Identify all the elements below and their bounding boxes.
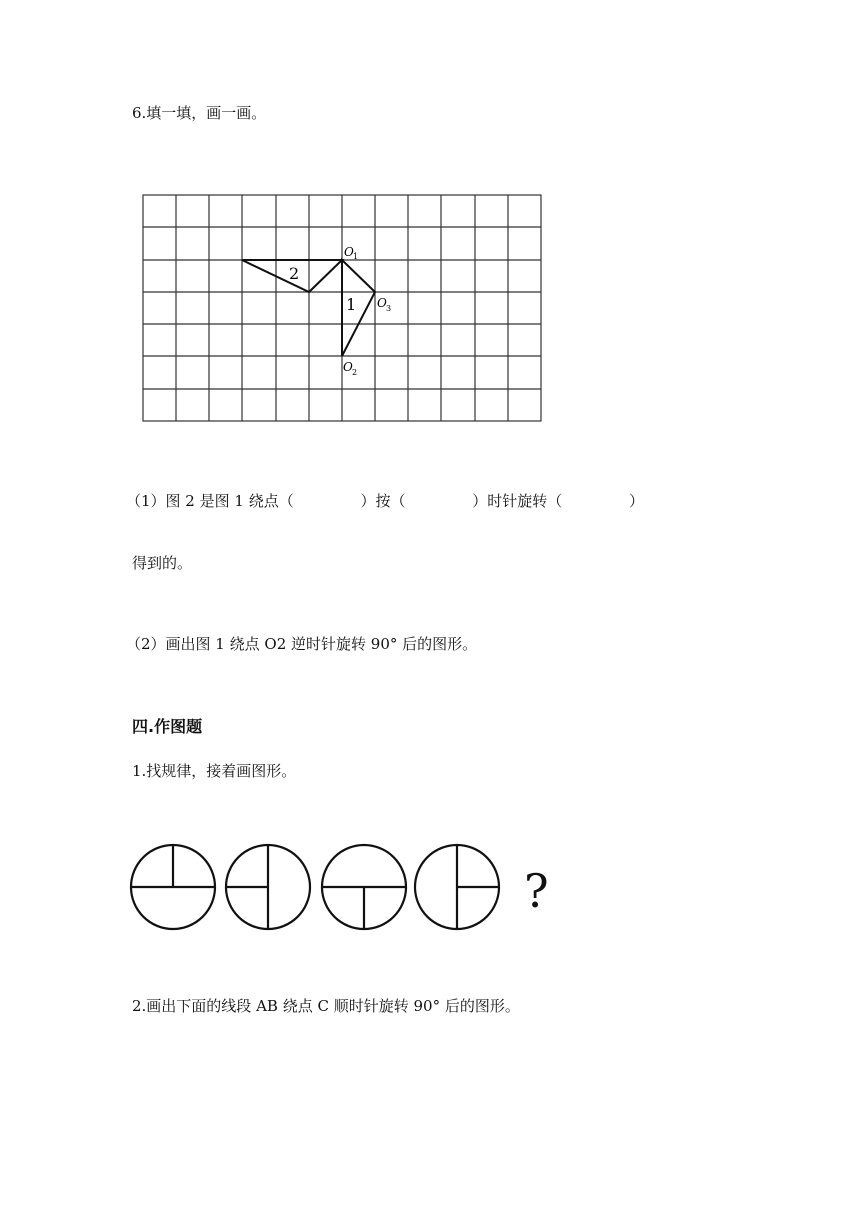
question-6-part-1-line-2: 得到的。 <box>132 554 193 572</box>
pattern-question-mark: ? <box>524 864 549 918</box>
question-6-part-1-line-1: （1）图 2 是图 1 绕点（ ）按（ ）时针旋转（ ） <box>126 492 644 510</box>
section-4-question-2: 2.画出下面的线段 AB 绕点 C 顺时针旋转 90° 后的图形。 <box>132 997 520 1015</box>
label-o3-sub: 3 <box>386 304 392 313</box>
label-figure-2: 2 <box>289 264 300 283</box>
label-o1-sub: 1 <box>353 252 359 261</box>
label-o2-sub: 2 <box>352 368 358 377</box>
question-6-part-2: （2）画出图 1 绕点 O2 逆时针旋转 90° 后的图形。 <box>126 635 478 653</box>
section-4-heading: 四.作图题 <box>132 717 203 736</box>
label-o3: O <box>377 296 387 310</box>
label-figure-1: 1 <box>346 295 357 314</box>
label-o1: O <box>344 245 354 259</box>
section-4-question-1: 1.找规律，接着画图形。 <box>132 762 297 780</box>
label-o2: O <box>343 360 353 374</box>
question-6-title: 6.填一填，画一画。 <box>132 104 267 122</box>
